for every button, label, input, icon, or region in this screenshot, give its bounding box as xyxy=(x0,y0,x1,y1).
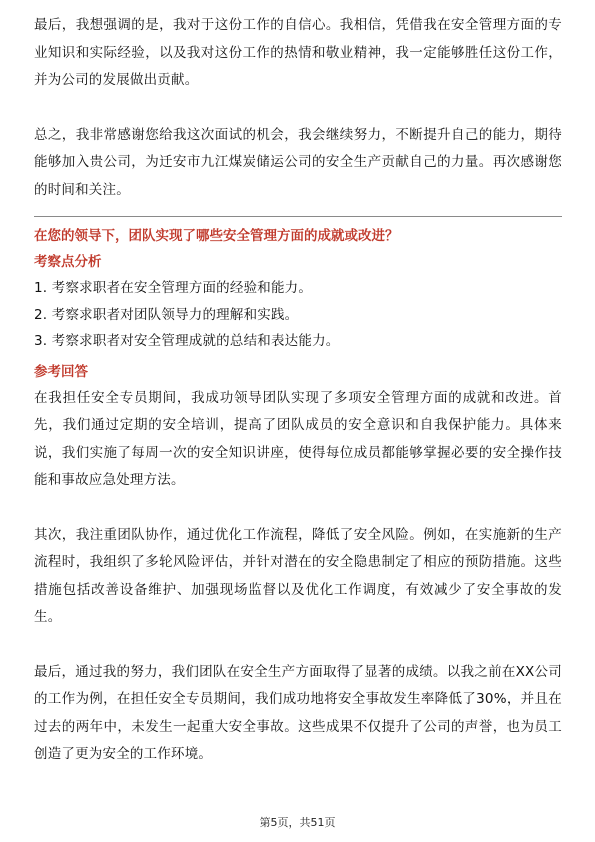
section-divider xyxy=(34,216,562,217)
intro-paragraph-2: 总之，我非常感谢您给我这次面试的机会，我会继续努力，不断提升自己的能力，期待能够加入贵公司，为迁安市九江煤炭储运公司的安全生产贡献自己的力量。再次感谢您的时间和关注。 xyxy=(34,126,562,198)
paragraph-gap xyxy=(34,95,562,122)
analysis-item-3: 3. 考察求职者对安全管理成就的总结和表达能力。 xyxy=(34,333,340,349)
analysis-label: 考察点分析 xyxy=(34,254,102,270)
paragraph-gap xyxy=(34,495,562,522)
analysis-item-2: 2. 考察求职者对团队领导力的理解和实践。 xyxy=(34,306,299,323)
answer-paragraph-3: 最后，通过我的努力，我们团队在安全生产方面取得了显著的成绩。以我之前在XX公司的工作为例，在担任安全专员期间，我们成功地将安全事故发生率降低了30%，并且在过去的两年中，未发生一起重大安全事故。这些成果不仅提升了公司的声誉，也为员工创造了更为安全的工作环境。 xyxy=(34,663,562,762)
answer-paragraph-1: 在我担任安全专员期间，我成功领导团队实现了多项安全管理方面的成就和改进。首先，我们通过定期的安全培训，提高了团队成员的安全意识和自我保护能力。具体来说，我们实施了每周一次的安全知识讲座，使得每位成员都能够掌握必要的安全操作技能和事故应急处理方法。 xyxy=(34,389,562,488)
paragraph-gap xyxy=(34,632,562,659)
answer-paragraph-2: 其次，我注重团队协作，通过优化工作流程，降低了安全风险。例如，在实施新的生产流程时，我组织了多轮风险评估，并针对潜在的安全隐患制定了相应的预防措施。这些措施包括改善设备维护、加强现场监督以及优化工作调度，有效减少了安全事故的发生。 xyxy=(34,526,562,625)
answer-label: 参考回答 xyxy=(34,363,88,380)
page-number-footer: 第5页，共51页 xyxy=(259,816,336,829)
interview-question: 在您的领导下，团队实现了哪些安全管理方面的成就或改进？ xyxy=(34,228,399,244)
document-page xyxy=(34,12,562,769)
analysis-item-1: 1. 考察求职者在安全管理方面的经验和能力。 xyxy=(34,280,313,296)
intro-paragraph-1: 最后，我想强调的是，我对于这份工作的自信心。我相信，凭借我在安全管理方面的专业知识和实际经验，以及我对这份工作的热情和敬业精神，我一定能够胜任这份工作，并为公司的发展做出贡献。 xyxy=(34,17,562,88)
